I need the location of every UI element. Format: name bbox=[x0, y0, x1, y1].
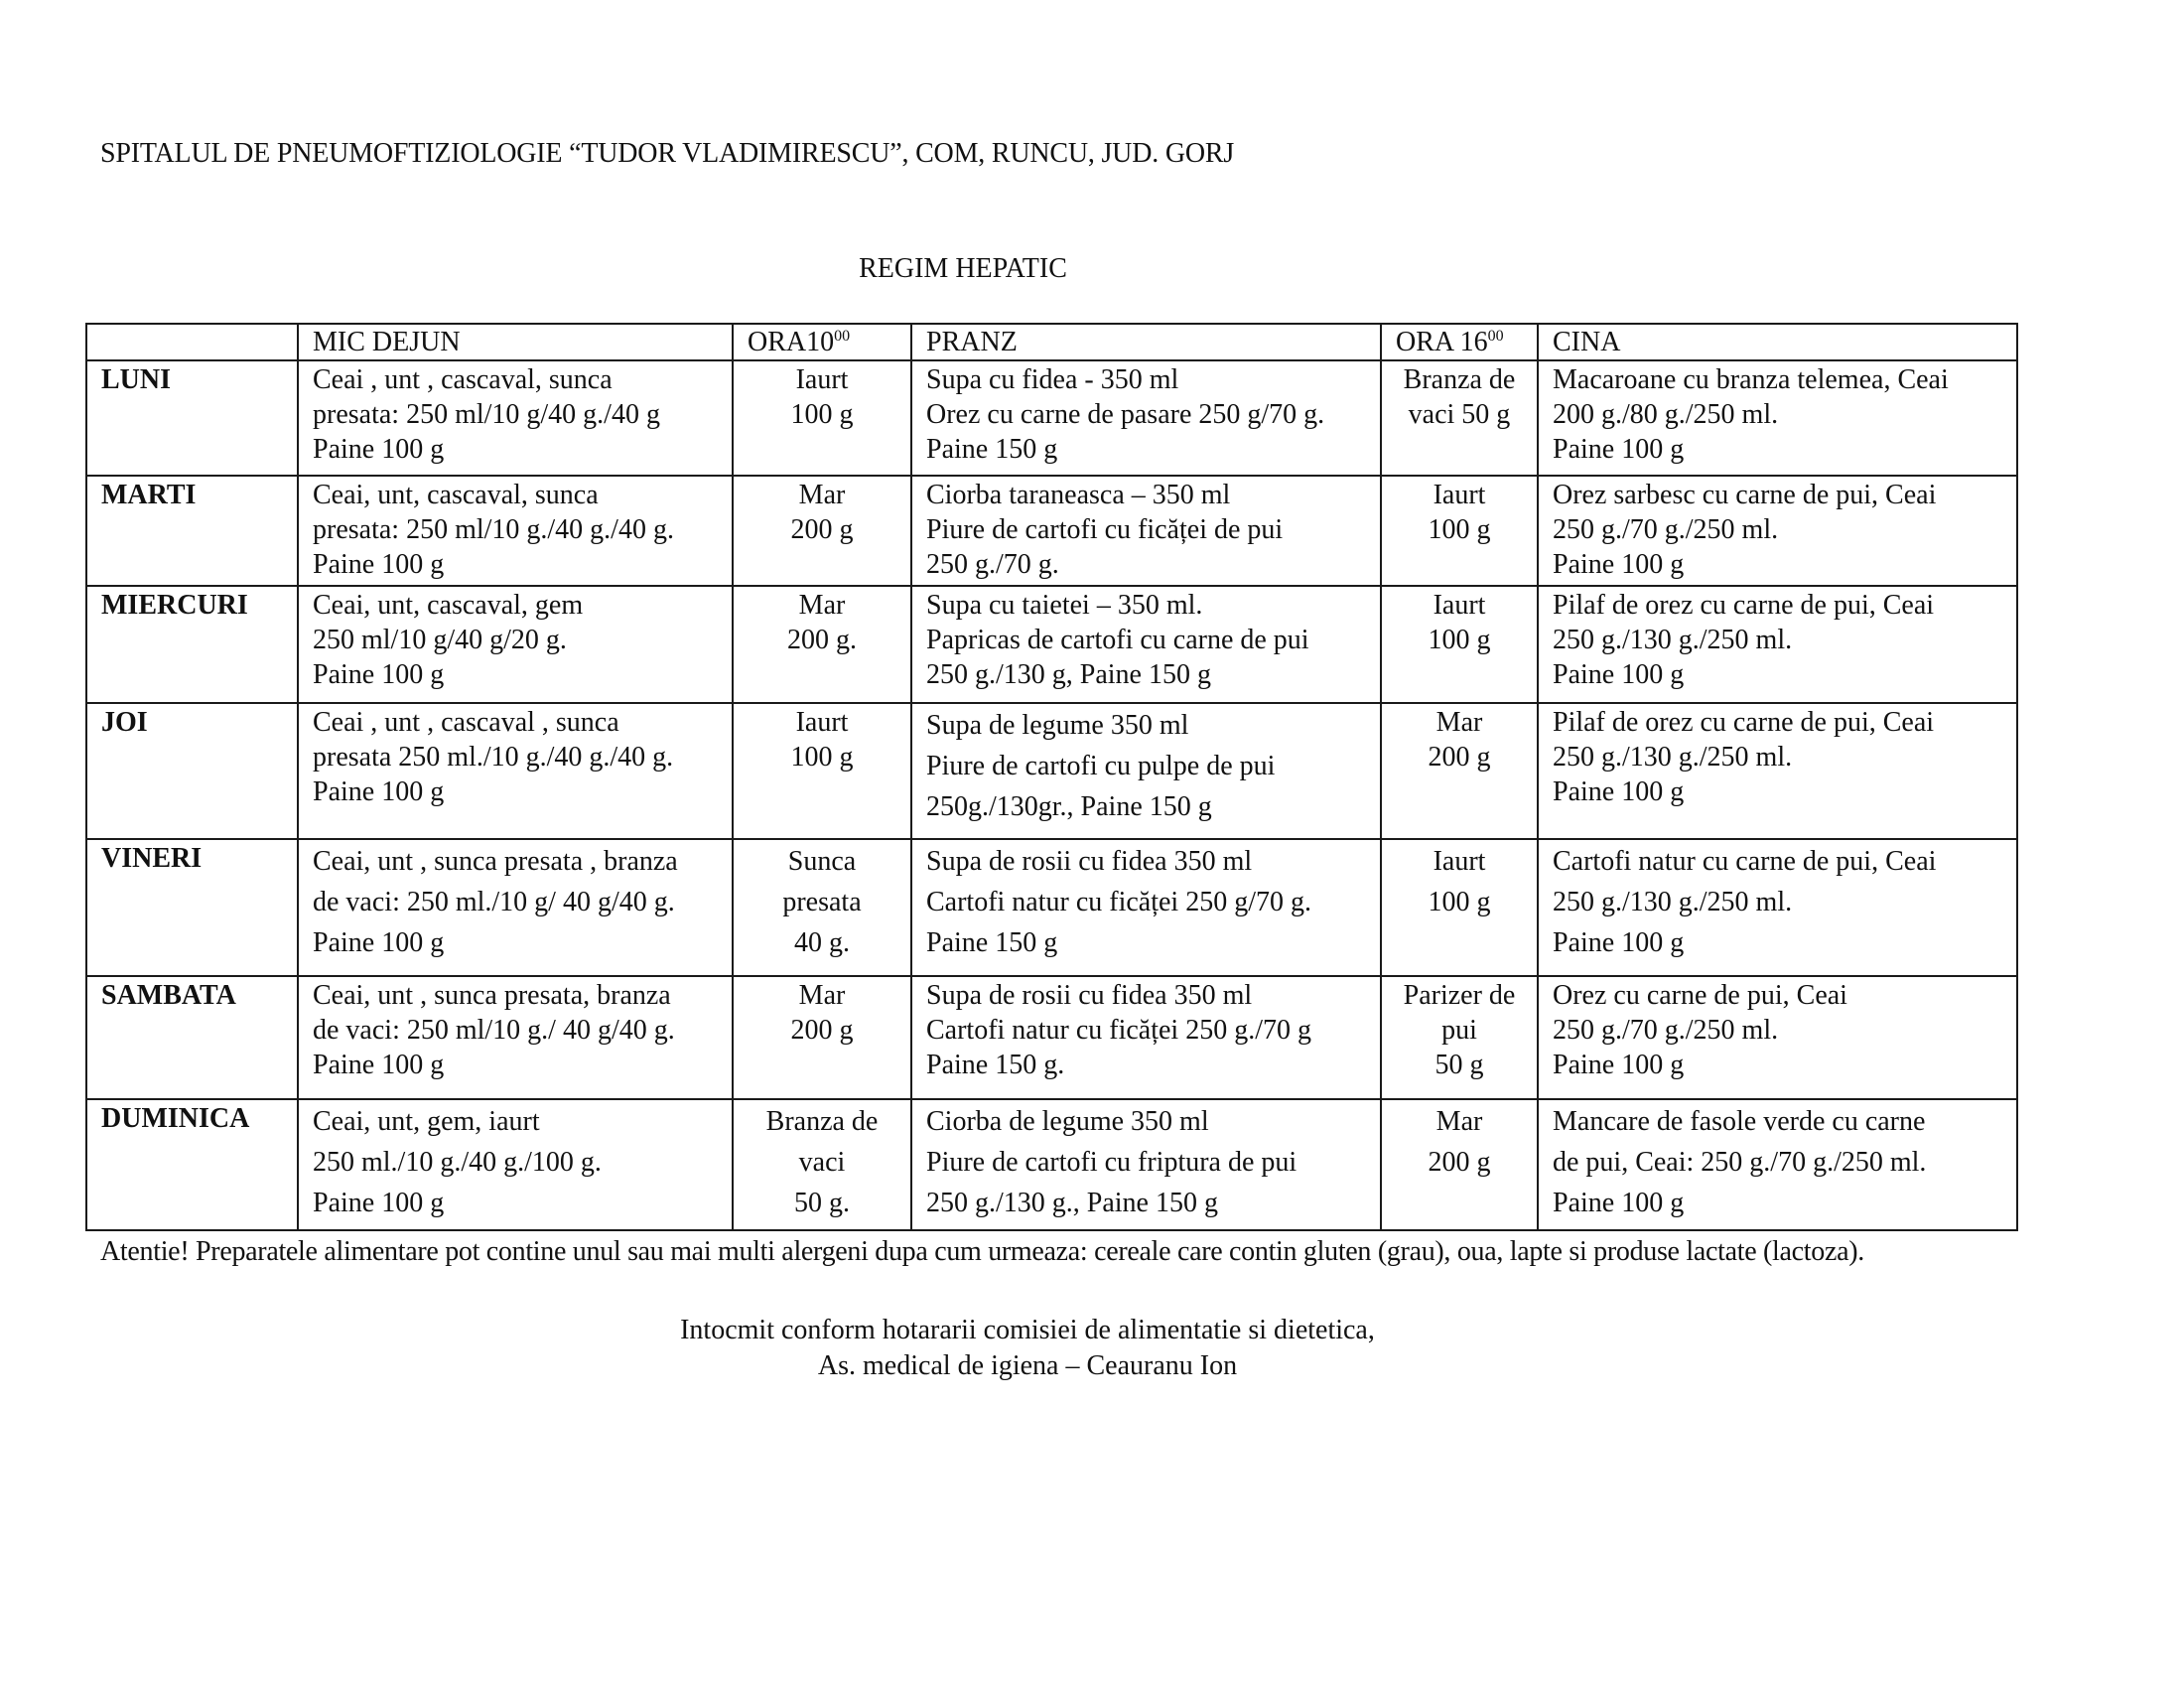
day-cell: DUMINICA bbox=[86, 1099, 298, 1230]
cell-line: Supa cu fidea - 350 ml bbox=[926, 364, 1179, 395]
cell-line: Ceai, unt, cascaval, sunca bbox=[313, 480, 599, 510]
day-cell: VINERI bbox=[86, 839, 298, 976]
snack-16-cell bbox=[1381, 476, 1538, 586]
day-cell: JOI bbox=[86, 703, 298, 839]
cell-line: Branza de bbox=[765, 1106, 879, 1137]
header-dinner: CINA bbox=[1538, 324, 2017, 360]
cell-line: Paine 100 g bbox=[313, 434, 445, 465]
cell-line: Mar bbox=[798, 480, 846, 510]
cell-line: vaci 50 g bbox=[1408, 399, 1511, 430]
cell-line: Iaurt bbox=[795, 364, 849, 395]
breakfast-cell bbox=[298, 1099, 733, 1230]
dinner-cell bbox=[1538, 360, 2017, 476]
cell-line: Paine 150 g bbox=[926, 927, 1058, 958]
cell-line: Sunca bbox=[787, 846, 857, 877]
lunch-cell bbox=[911, 586, 1381, 703]
breakfast-cell bbox=[298, 360, 733, 476]
cell-line: Orez cu carne de pasare 250 g/70 g. bbox=[926, 399, 1325, 430]
snack-10-cell bbox=[733, 839, 911, 976]
cell-line: Supa de rosii cu fidea 350 ml bbox=[926, 846, 1253, 877]
snack-10-cell bbox=[733, 1099, 911, 1230]
header-lunch: PRANZ bbox=[911, 324, 1381, 360]
cell-line: Mar bbox=[1435, 1106, 1483, 1137]
cell-line: vaci bbox=[798, 1147, 846, 1178]
cell-line: Ciorba taraneasca – 350 ml bbox=[926, 480, 1231, 510]
cell-line: 250 g./70 g./250 ml. bbox=[1553, 1015, 1779, 1046]
cell-line: Mar bbox=[1435, 707, 1483, 738]
cell-line: Paine 100 g bbox=[1553, 1188, 1685, 1218]
cell-line: Paine 100 g bbox=[313, 927, 445, 958]
cell-line: 40 g. bbox=[794, 927, 850, 958]
cell-line: Cartofi natur cu ficăței 250 g/70 g. bbox=[926, 887, 1311, 917]
snack-10-cell bbox=[733, 703, 911, 839]
header-snack-16: ORA $16^{00}$ bbox=[1381, 324, 1538, 360]
cell-line: de vaci: 250 ml/10 g./ 40 g/40 g. bbox=[313, 1015, 675, 1046]
cell-line: presata: 250 ml/10 g/40 g./40 g bbox=[313, 399, 660, 430]
cell-line: Mar bbox=[798, 980, 846, 1011]
cell-line: de vaci: 250 ml./10 g/ 40 g/40 g. bbox=[313, 887, 675, 917]
dinner-cell bbox=[1538, 976, 2017, 1099]
breakfast-cell bbox=[298, 586, 733, 703]
cell-line: 200 g bbox=[1428, 1147, 1491, 1178]
cell-line: Cartofi natur cu ficăței 250 g./70 g bbox=[926, 1015, 1311, 1046]
cell-line: Supa de legume 350 ml bbox=[926, 710, 1189, 741]
snack-16-cell bbox=[1381, 360, 1538, 476]
cell-line: Paine 150 g bbox=[926, 434, 1058, 465]
cell-line: Paine 100 g bbox=[313, 776, 445, 807]
table-row bbox=[86, 703, 2017, 839]
table-row bbox=[86, 586, 2017, 703]
cell-line: Piure de cartofi cu ficăței de pui bbox=[926, 514, 1284, 545]
cell-line: Iaurt bbox=[1433, 480, 1486, 510]
cell-line: 250 ml/10 g/40 g/20 g. bbox=[313, 625, 567, 655]
cell-line: Ceai, unt , sunca presata , branza bbox=[313, 846, 678, 877]
cell-line: Ceai , unt , cascaval , sunca bbox=[313, 707, 619, 738]
cell-line: Orez cu carne de pui, Ceai bbox=[1553, 980, 1847, 1011]
cell-line: 250 g./130 g./250 ml. bbox=[1553, 887, 1793, 917]
cell-line: 200 g bbox=[1428, 742, 1491, 773]
lunch-cell bbox=[911, 476, 1381, 586]
snack-16-cell bbox=[1381, 839, 1538, 976]
signature-block bbox=[0, 1313, 2184, 1384]
cell-line: Iaurt bbox=[795, 707, 849, 738]
cell-line: Mar bbox=[798, 590, 846, 621]
cell-line: Paine 100 g bbox=[1553, 434, 1685, 465]
cell-line: Ciorba de legume 350 ml bbox=[926, 1106, 1209, 1137]
table-row bbox=[86, 839, 2017, 976]
cell-line: 250 g./130 g./250 ml. bbox=[1553, 625, 1793, 655]
snack-16-cell bbox=[1381, 976, 1538, 1099]
hospital-header: SPITALUL DE PNEUMOFTIZIOLOGIE “TUDOR VLADIMIRESCU”, COM, RUNCU, JUD. GORJ bbox=[100, 138, 1235, 169]
cell-line: Piure de cartofi cu pulpe de pui bbox=[926, 751, 1276, 781]
snack-10-cell bbox=[733, 976, 911, 1099]
cell-line: Ceai, unt, cascaval, gem bbox=[313, 590, 584, 621]
cell-line: 250 g./130 g, Paine 150 g bbox=[926, 659, 1211, 690]
cell-line: 200 g. bbox=[787, 625, 857, 655]
cell-line: Ceai, unt , sunca presata, branza bbox=[313, 980, 671, 1011]
cell-line: presata bbox=[782, 887, 862, 917]
cell-line: 250 g./130 g., Paine 150 g bbox=[926, 1188, 1218, 1218]
cell-line: 100 g bbox=[790, 399, 854, 430]
cell-line: Paine 100 g bbox=[313, 1188, 445, 1218]
cell-line: Paine 150 g. bbox=[926, 1050, 1065, 1080]
header-breakfast: MIC DEJUN bbox=[298, 324, 733, 360]
cell-line: Paine 100 g bbox=[313, 1050, 445, 1080]
cell-line: Paine 100 g bbox=[313, 659, 445, 690]
table-header-row bbox=[86, 324, 2017, 360]
cell-line: Supa cu taietei – 350 ml. bbox=[926, 590, 1203, 621]
cell-line: 250 g./70 g./250 ml. bbox=[1553, 514, 1779, 545]
cell-line: Papricas de cartofi cu carne de pui bbox=[926, 625, 1309, 655]
cell-line: Paine 100 g bbox=[1553, 927, 1685, 958]
lunch-cell bbox=[911, 703, 1381, 839]
cell-line: Paine 100 g bbox=[1553, 549, 1685, 580]
table-row bbox=[86, 360, 2017, 476]
dinner-cell bbox=[1538, 1099, 2017, 1230]
cell-line: Iaurt bbox=[1433, 590, 1486, 621]
cell-line: Supa de rosii cu fidea 350 ml bbox=[926, 980, 1253, 1011]
signature-line-1: Intocmit conform hotararii comisiei de alimentatie si dietetica, bbox=[680, 1315, 1375, 1345]
day-cell: SAMBATA bbox=[86, 976, 298, 1099]
cell-line: Ceai, unt, gem, iaurt bbox=[313, 1106, 540, 1137]
cell-line: 100 g bbox=[1428, 514, 1491, 545]
cell-line: 50 g. bbox=[794, 1188, 850, 1218]
cell-line: Orez sarbesc cu carne de pui, Ceai bbox=[1553, 480, 1937, 510]
cell-line: presata 250 ml./10 g./40 g./40 g. bbox=[313, 742, 674, 773]
cell-line: Cartofi natur cu carne de pui, Ceai bbox=[1553, 846, 1937, 877]
snack-16-cell bbox=[1381, 1099, 1538, 1230]
cell-line: Piure de cartofi cu friptura de pui bbox=[926, 1147, 1297, 1178]
cell-line: Ceai , unt , cascaval, sunca bbox=[313, 364, 613, 395]
cell-line: Paine 100 g bbox=[1553, 1050, 1685, 1080]
cell-line: 200 g bbox=[790, 514, 854, 545]
snack-10-cell bbox=[733, 360, 911, 476]
cell-line: Macaroane cu branza telemea, Ceai bbox=[1553, 364, 1949, 395]
breakfast-cell bbox=[298, 476, 733, 586]
cell-line: 100 g bbox=[1428, 887, 1491, 917]
cell-line: 250 g./70 g. bbox=[926, 549, 1059, 580]
breakfast-cell bbox=[298, 703, 733, 839]
cell-line: Iaurt bbox=[1433, 846, 1486, 877]
cell-line: 200 g./80 g./250 ml. bbox=[1553, 399, 1779, 430]
cell-line: Parizer de bbox=[1403, 980, 1516, 1011]
day-cell: MARTI bbox=[86, 476, 298, 586]
lunch-cell bbox=[911, 839, 1381, 976]
cell-line: Branza de bbox=[1403, 364, 1516, 395]
day-cell: MIERCURI bbox=[86, 586, 298, 703]
table-row bbox=[86, 476, 2017, 586]
diet-title: REGIM HEPATIC bbox=[859, 253, 1067, 284]
lunch-cell bbox=[911, 1099, 1381, 1230]
cell-line: 250 g./130 g./250 ml. bbox=[1553, 742, 1793, 773]
table-row bbox=[86, 976, 2017, 1099]
header-snack-10: $ORA10^{00}$ bbox=[733, 324, 911, 360]
cell-line: Paine 100 g bbox=[313, 549, 445, 580]
snack-10-cell bbox=[733, 476, 911, 586]
cell-line: Pilaf de orez cu carne de pui, Ceai bbox=[1553, 590, 1935, 621]
cell-line: 200 g bbox=[790, 1015, 854, 1046]
cell-line: Mancare de fasole verde cu carne bbox=[1553, 1106, 1926, 1137]
allergen-note: Atentie! Preparatele alimentare pot contine unul sau mai multi alergeni dupa cum urmeaza: cereale care contin gluten (grau), oua, lapte si produse lactate (lactoza). bbox=[100, 1236, 1864, 1267]
cell-line: de pui, Ceai: 250 g./70 g./250 ml. bbox=[1553, 1147, 1927, 1178]
dinner-cell bbox=[1538, 476, 2017, 586]
snack-16-cell bbox=[1381, 703, 1538, 839]
snack-16-cell bbox=[1381, 586, 1538, 703]
signature-line-2: As. medical de igiena – Ceauranu Ion bbox=[817, 1350, 1238, 1381]
cell-line: 250 ml./10 g./40 g./100 g. bbox=[313, 1147, 602, 1178]
cell-line: 100 g bbox=[790, 742, 854, 773]
dinner-cell bbox=[1538, 586, 2017, 703]
header-day bbox=[86, 324, 298, 360]
breakfast-cell bbox=[298, 839, 733, 976]
lunch-cell bbox=[911, 976, 1381, 1099]
breakfast-cell bbox=[298, 976, 733, 1099]
cell-line: Paine 100 g bbox=[1553, 776, 1685, 807]
cell-line: Pilaf de orez cu carne de pui, Ceai bbox=[1553, 707, 1935, 738]
table-body bbox=[86, 360, 2017, 1230]
table-row bbox=[86, 1099, 2017, 1230]
dinner-cell bbox=[1538, 839, 2017, 976]
cell-line: pui bbox=[1441, 1015, 1477, 1046]
cell-line: 100 g bbox=[1428, 625, 1491, 655]
cell-line: 250g./130gr., Paine 150 g bbox=[926, 791, 1212, 822]
cell-line: 50 g bbox=[1434, 1050, 1484, 1080]
cell-line: Paine 100 g bbox=[1553, 659, 1685, 690]
dinner-cell bbox=[1538, 703, 2017, 839]
day-cell: LUNI bbox=[86, 360, 298, 476]
snack-10-cell bbox=[733, 586, 911, 703]
weekly-menu-table bbox=[85, 323, 2018, 1231]
lunch-cell bbox=[911, 360, 1381, 476]
cell-line: presata: 250 ml/10 g./40 g./40 g. bbox=[313, 514, 674, 545]
